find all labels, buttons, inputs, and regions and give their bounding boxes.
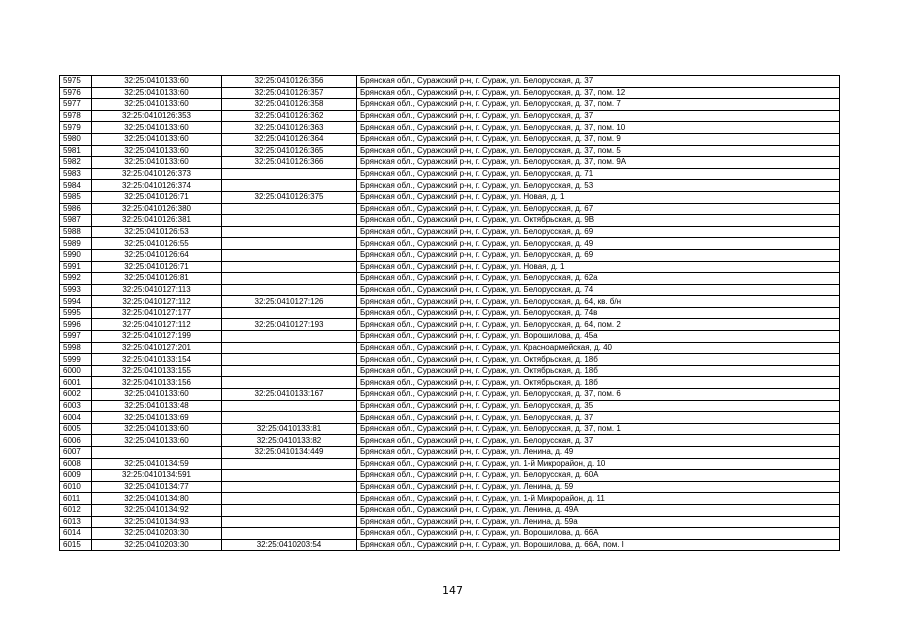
building-cadastral-number-cell <box>222 528 357 540</box>
address-cell: Брянская обл., Суражский р-н, г. Сураж, ул. 1-й Микрорайон, д. 11 <box>357 493 840 505</box>
table-row <box>60 99 840 111</box>
row-number-cell: 6005 <box>60 423 92 435</box>
table-row <box>60 400 840 412</box>
building-cadastral-number-cell: 32:25:0410126:366 <box>222 157 357 169</box>
table-row <box>60 516 840 528</box>
building-cadastral-number-cell: 32:25:0410126:356 <box>222 76 357 88</box>
address-cell: Брянская обл., Суражский р-н, г. Сураж, ул. Белорусская, д. 37, пом. 7 <box>357 99 840 111</box>
address-cell: Брянская обл., Суражский р-н, г. Сураж, ул. Белорусская, д. 37 <box>357 76 840 88</box>
row-number-cell: 5985 <box>60 191 92 203</box>
row-number-cell: 6000 <box>60 365 92 377</box>
building-cadastral-number-cell <box>222 470 357 482</box>
table-row <box>60 435 840 447</box>
row-number-cell: 5999 <box>60 354 92 366</box>
land-cadastral-number-cell: 32:25:0410126:53 <box>92 226 222 238</box>
address-cell: Брянская обл., Суражский р-н, г. Сураж, ул. 1-й Микрорайон, д. 10 <box>357 458 840 470</box>
row-number-cell: 5981 <box>60 145 92 157</box>
table-row <box>60 87 840 99</box>
row-number-cell: 5986 <box>60 203 92 215</box>
address-cell: Брянская обл., Суражский р-н, г. Сураж, ул. Белорусская, д. 74 <box>357 284 840 296</box>
building-cadastral-number-cell <box>222 365 357 377</box>
table-row <box>60 157 840 169</box>
address-cell: Брянская обл., Суражский р-н, г. Сураж, ул. Октябрьская, д. 9В <box>357 215 840 227</box>
table-row <box>60 365 840 377</box>
table-row <box>60 504 840 516</box>
row-number-cell: 5978 <box>60 110 92 122</box>
row-number-cell: 5988 <box>60 226 92 238</box>
address-cell: Брянская обл., Суражский р-н, г. Сураж, ул. Белорусская, д. 69 <box>357 249 840 261</box>
row-number-cell: 5992 <box>60 273 92 285</box>
building-cadastral-number-cell <box>222 226 357 238</box>
row-number-cell: 5991 <box>60 261 92 273</box>
table-row <box>60 423 840 435</box>
land-cadastral-number-cell: 32:25:0410127:201 <box>92 342 222 354</box>
address-cell: Брянская обл., Суражский р-н, г. Сураж, ул. Белорусская, д. 69 <box>357 226 840 238</box>
land-cadastral-number-cell: 32:25:0410126:381 <box>92 215 222 227</box>
row-number-cell: 5990 <box>60 249 92 261</box>
building-cadastral-number-cell: 32:25:0410133:81 <box>222 423 357 435</box>
table-row <box>60 447 840 459</box>
registry-table-body <box>60 76 840 551</box>
address-cell: Брянская обл., Суражский р-н, г. Сураж, ул. Ленина, д. 59а <box>357 516 840 528</box>
table-row <box>60 76 840 88</box>
row-number-cell: 5977 <box>60 99 92 111</box>
table-row <box>60 122 840 134</box>
table-row <box>60 539 840 551</box>
land-cadastral-number-cell: 32:25:0410126:71 <box>92 261 222 273</box>
address-cell: Брянская обл., Суражский р-н, г. Сураж, ул. Ворошилова, д. 45а <box>357 331 840 343</box>
building-cadastral-number-cell: 32:25:0410126:357 <box>222 87 357 99</box>
land-cadastral-number-cell: 32:25:0410133:154 <box>92 354 222 366</box>
building-cadastral-number-cell <box>222 215 357 227</box>
row-number-cell: 5982 <box>60 157 92 169</box>
address-cell: Брянская обл., Суражский р-н, г. Сураж, ул. Новая, д. 1 <box>357 191 840 203</box>
land-cadastral-number-cell: 32:25:0410126:64 <box>92 249 222 261</box>
land-cadastral-number-cell: 32:25:0410133:60 <box>92 122 222 134</box>
table-row <box>60 145 840 157</box>
table-row <box>60 342 840 354</box>
address-cell: Брянская обл., Суражский р-н, г. Сураж, ул. Белорусская, д. 37, пом. 1 <box>357 423 840 435</box>
land-cadastral-number-cell: 32:25:0410133:69 <box>92 412 222 424</box>
building-cadastral-number-cell <box>222 481 357 493</box>
building-cadastral-number-cell <box>222 458 357 470</box>
table-row <box>60 180 840 192</box>
address-cell: Брянская обл., Суражский р-н, г. Сураж, ул. Белорусская, д. 37, пом. 12 <box>357 87 840 99</box>
address-cell: Брянская обл., Суражский р-н, г. Сураж, ул. Белорусская, д. 60А <box>357 470 840 482</box>
row-number-cell: 6008 <box>60 458 92 470</box>
table-row <box>60 377 840 389</box>
table-row <box>60 296 840 308</box>
land-cadastral-number-cell: 32:25:0410133:60 <box>92 133 222 145</box>
address-cell: Брянская обл., Суражский р-н, г. Сураж, ул. Белорусская, д. 71 <box>357 168 840 180</box>
address-cell: Брянская обл., Суражский р-н, г. Сураж, ул. Красноармейская, д. 40 <box>357 342 840 354</box>
row-number-cell: 6012 <box>60 504 92 516</box>
building-cadastral-number-cell <box>222 249 357 261</box>
address-cell: Брянская обл., Суражский р-н, г. Сураж, ул. Ленина, д. 49 <box>357 447 840 459</box>
land-cadastral-number-cell: 32:25:0410126:374 <box>92 180 222 192</box>
building-cadastral-number-cell: 32:25:0410133:82 <box>222 435 357 447</box>
building-cadastral-number-cell <box>222 238 357 250</box>
table-row <box>60 470 840 482</box>
registry-table <box>59 75 840 551</box>
building-cadastral-number-cell <box>222 273 357 285</box>
table-row <box>60 215 840 227</box>
row-number-cell: 5998 <box>60 342 92 354</box>
row-number-cell: 6004 <box>60 412 92 424</box>
address-cell: Брянская обл., Суражский р-н, г. Сураж, ул. Белорусская, д. 37, пом. 9 <box>357 133 840 145</box>
land-cadastral-number-cell: 32:25:0410127:113 <box>92 284 222 296</box>
building-cadastral-number-cell <box>222 400 357 412</box>
address-cell: Брянская обл., Суражский р-н, г. Сураж, ул. Ленина, д. 59 <box>357 481 840 493</box>
land-cadastral-number-cell: 32:25:0410134:77 <box>92 481 222 493</box>
land-cadastral-number-cell: 32:25:0410133:60 <box>92 435 222 447</box>
land-cadastral-number-cell: 32:25:0410133:156 <box>92 377 222 389</box>
row-number-cell: 6015 <box>60 539 92 551</box>
land-cadastral-number-cell: 32:25:0410133:60 <box>92 99 222 111</box>
land-cadastral-number-cell: 32:25:0410133:60 <box>92 423 222 435</box>
table-row <box>60 191 840 203</box>
table-row <box>60 307 840 319</box>
table-row <box>60 389 840 401</box>
address-cell: Брянская обл., Суражский р-н, г. Сураж, ул. Ворошилова, д. 66А <box>357 528 840 540</box>
row-number-cell: 6003 <box>60 400 92 412</box>
building-cadastral-number-cell: 32:25:0410133:167 <box>222 389 357 401</box>
address-cell: Брянская обл., Суражский р-н, г. Сураж, ул. Ворошилова, д. 66А, пом. I <box>357 539 840 551</box>
building-cadastral-number-cell: 32:25:0410126:375 <box>222 191 357 203</box>
land-cadastral-number-cell: 32:25:0410127:112 <box>92 296 222 308</box>
building-cadastral-number-cell <box>222 203 357 215</box>
row-number-cell: 6006 <box>60 435 92 447</box>
building-cadastral-number-cell <box>222 412 357 424</box>
land-cadastral-number-cell: 32:25:0410126:373 <box>92 168 222 180</box>
table-row <box>60 273 840 285</box>
table-row <box>60 238 840 250</box>
land-cadastral-number-cell: 32:25:0410134:591 <box>92 470 222 482</box>
building-cadastral-number-cell: 32:25:0410126:365 <box>222 145 357 157</box>
address-cell: Брянская обл., Суражский р-н, г. Сураж, ул. Белорусская, д. 49 <box>357 238 840 250</box>
row-number-cell: 5976 <box>60 87 92 99</box>
row-number-cell: 5996 <box>60 319 92 331</box>
row-number-cell: 5994 <box>60 296 92 308</box>
row-number-cell: 5980 <box>60 133 92 145</box>
building-cadastral-number-cell <box>222 377 357 389</box>
row-number-cell: 6010 <box>60 481 92 493</box>
building-cadastral-number-cell <box>222 493 357 505</box>
land-cadastral-number-cell: 32:25:0410133:60 <box>92 157 222 169</box>
row-number-cell: 6011 <box>60 493 92 505</box>
row-number-cell: 6007 <box>60 447 92 459</box>
table-row <box>60 331 840 343</box>
building-cadastral-number-cell: 32:25:0410203:54 <box>222 539 357 551</box>
land-cadastral-number-cell: 32:25:0410134:92 <box>92 504 222 516</box>
land-cadastral-number-cell: 32:25:0410126:71 <box>92 191 222 203</box>
address-cell: Брянская обл., Суражский р-н, г. Сураж, ул. Белорусская, д. 35 <box>357 400 840 412</box>
building-cadastral-number-cell <box>222 342 357 354</box>
row-number-cell: 5995 <box>60 307 92 319</box>
table-row <box>60 168 840 180</box>
table-row <box>60 412 840 424</box>
building-cadastral-number-cell: 32:25:0410126:363 <box>222 122 357 134</box>
table-row <box>60 261 840 273</box>
address-cell: Брянская обл., Суражский р-н, г. Сураж, ул. Октябрьская, д. 18б <box>357 377 840 389</box>
building-cadastral-number-cell <box>222 180 357 192</box>
address-cell: Брянская обл., Суражский р-н, г. Сураж, ул. Новая, д. 1 <box>357 261 840 273</box>
table-row <box>60 249 840 261</box>
land-cadastral-number-cell <box>92 447 222 459</box>
address-cell: Брянская обл., Суражский р-н, г. Сураж, ул. Октябрьская, д. 18б <box>357 365 840 377</box>
address-cell: Брянская обл., Суражский р-н, г. Сураж, ул. Белорусская, д. 74в <box>357 307 840 319</box>
land-cadastral-number-cell: 32:25:0410126:55 <box>92 238 222 250</box>
building-cadastral-number-cell <box>222 331 357 343</box>
building-cadastral-number-cell <box>222 504 357 516</box>
address-cell: Брянская обл., Суражский р-н, г. Сураж, ул. Белорусская, д. 37, пом. 6 <box>357 389 840 401</box>
table-row <box>60 458 840 470</box>
land-cadastral-number-cell: 32:25:0410133:48 <box>92 400 222 412</box>
land-cadastral-number-cell: 32:25:0410134:93 <box>92 516 222 528</box>
address-cell: Брянская обл., Суражский р-н, г. Сураж, ул. Белорусская, д. 53 <box>357 180 840 192</box>
row-number-cell: 5975 <box>60 76 92 88</box>
building-cadastral-number-cell: 32:25:0410127:126 <box>222 296 357 308</box>
building-cadastral-number-cell <box>222 284 357 296</box>
building-cadastral-number-cell: 32:25:0410126:362 <box>222 110 357 122</box>
table-row <box>60 226 840 238</box>
building-cadastral-number-cell: 32:25:0410126:358 <box>222 99 357 111</box>
land-cadastral-number-cell: 32:25:0410133:60 <box>92 76 222 88</box>
land-cadastral-number-cell: 32:25:0410133:60 <box>92 145 222 157</box>
address-cell: Брянская обл., Суражский р-н, г. Сураж, ул. Белорусская, д. 62а <box>357 273 840 285</box>
table-row <box>60 354 840 366</box>
land-cadastral-number-cell: 32:25:0410134:59 <box>92 458 222 470</box>
address-cell: Брянская обл., Суражский р-н, г. Сураж, ул. Белорусская, д. 64, кв. б/н <box>357 296 840 308</box>
land-cadastral-number-cell: 32:25:0410127:177 <box>92 307 222 319</box>
table-row <box>60 319 840 331</box>
table-row <box>60 528 840 540</box>
address-cell: Брянская обл., Суражский р-н, г. Сураж, ул. Белорусская, д. 67 <box>357 203 840 215</box>
table-row <box>60 133 840 145</box>
address-cell: Брянская обл., Суражский р-н, г. Сураж, ул. Белорусская, д. 37 <box>357 435 840 447</box>
row-number-cell: 5993 <box>60 284 92 296</box>
land-cadastral-number-cell: 32:25:0410126:380 <box>92 203 222 215</box>
building-cadastral-number-cell <box>222 307 357 319</box>
building-cadastral-number-cell <box>222 516 357 528</box>
row-number-cell: 5987 <box>60 215 92 227</box>
building-cadastral-number-cell: 32:25:0410127:193 <box>222 319 357 331</box>
building-cadastral-number-cell <box>222 168 357 180</box>
building-cadastral-number-cell: 32:25:0410134:449 <box>222 447 357 459</box>
address-cell: Брянская обл., Суражский р-н, г. Сураж, ул. Белорусская, д. 37, пом. 9А <box>357 157 840 169</box>
land-cadastral-number-cell: 32:25:0410133:60 <box>92 87 222 99</box>
land-cadastral-number-cell: 32:25:0410127:112 <box>92 319 222 331</box>
address-cell: Брянская обл., Суражский р-н, г. Сураж, ул. Ленина, д. 49А <box>357 504 840 516</box>
land-cadastral-number-cell: 32:25:0410127:199 <box>92 331 222 343</box>
address-cell: Брянская обл., Суражский р-н, г. Сураж, ул. Белорусская, д. 37, пом. 5 <box>357 145 840 157</box>
page-number: 147 <box>442 584 463 597</box>
row-number-cell: 5983 <box>60 168 92 180</box>
land-cadastral-number-cell: 32:25:0410133:155 <box>92 365 222 377</box>
row-number-cell: 6009 <box>60 470 92 482</box>
row-number-cell: 5984 <box>60 180 92 192</box>
land-cadastral-number-cell: 32:25:0410133:60 <box>92 389 222 401</box>
building-cadastral-number-cell: 32:25:0410126:364 <box>222 133 357 145</box>
row-number-cell: 5989 <box>60 238 92 250</box>
row-number-cell: 5997 <box>60 331 92 343</box>
address-cell: Брянская обл., Суражский р-н, г. Сураж, ул. Белорусская, д. 64, пом. 2 <box>357 319 840 331</box>
table-row <box>60 203 840 215</box>
land-cadastral-number-cell: 32:25:0410126:353 <box>92 110 222 122</box>
table-row <box>60 110 840 122</box>
table-row <box>60 481 840 493</box>
row-number-cell: 6001 <box>60 377 92 389</box>
table-row <box>60 284 840 296</box>
building-cadastral-number-cell <box>222 261 357 273</box>
address-cell: Брянская обл., Суражский р-н, г. Сураж, ул. Белорусская, д. 37 <box>357 110 840 122</box>
table-row <box>60 493 840 505</box>
address-cell: Брянская обл., Суражский р-н, г. Сураж, ул. Октябрьская, д. 18б <box>357 354 840 366</box>
row-number-cell: 6013 <box>60 516 92 528</box>
address-cell: Брянская обл., Суражский р-н, г. Сураж, ул. Белорусская, д. 37, пом. 10 <box>357 122 840 134</box>
land-cadastral-number-cell: 32:25:0410203:30 <box>92 528 222 540</box>
row-number-cell: 6014 <box>60 528 92 540</box>
row-number-cell: 5979 <box>60 122 92 134</box>
building-cadastral-number-cell <box>222 354 357 366</box>
land-cadastral-number-cell: 32:25:0410134:80 <box>92 493 222 505</box>
land-cadastral-number-cell: 32:25:0410203:30 <box>92 539 222 551</box>
land-cadastral-number-cell: 32:25:0410126:81 <box>92 273 222 285</box>
address-cell: Брянская обл., Суражский р-н, г. Сураж, ул. Белорусская, д. 37 <box>357 412 840 424</box>
row-number-cell: 6002 <box>60 389 92 401</box>
